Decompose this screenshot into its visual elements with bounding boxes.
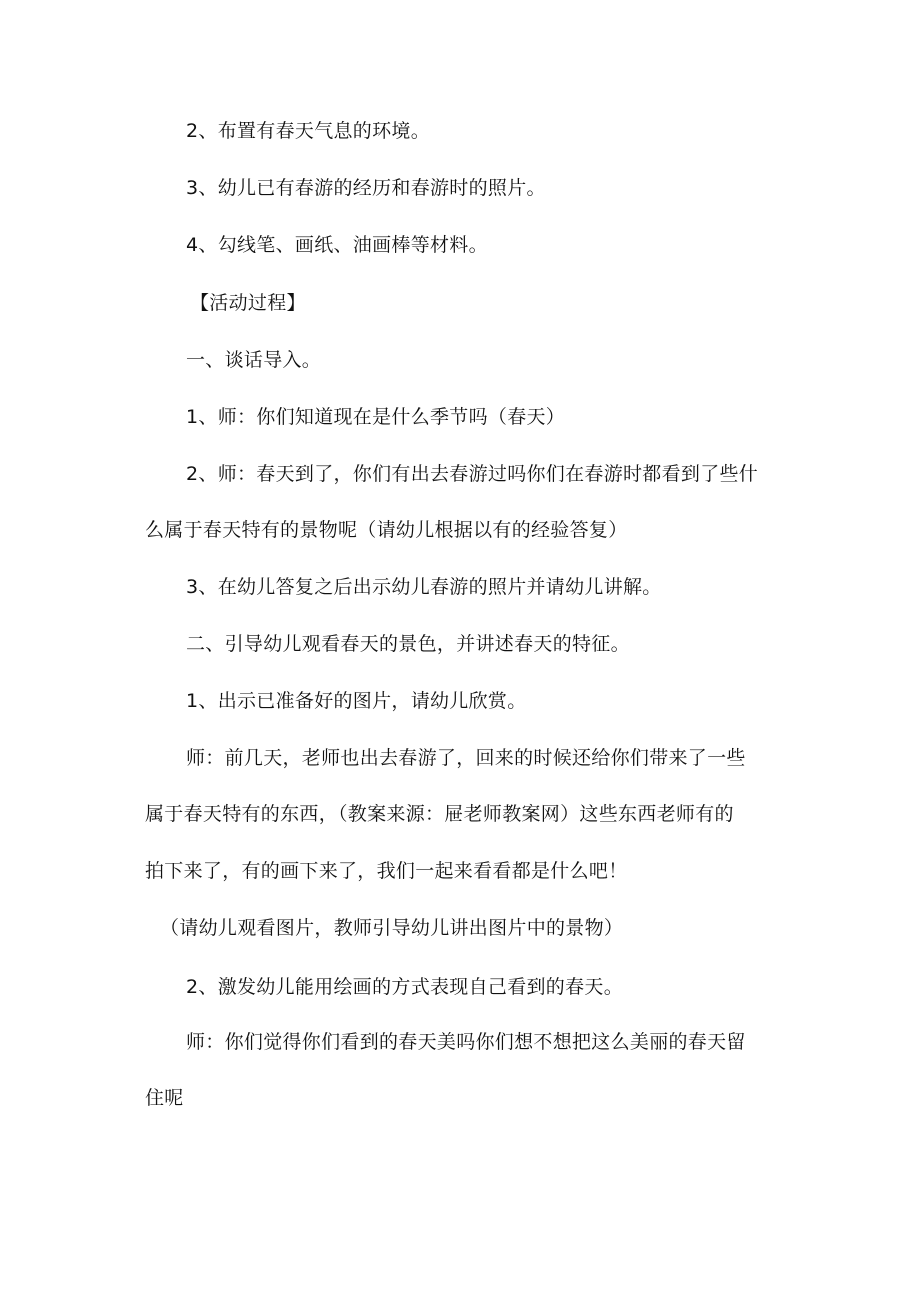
paragraph-teacher-1: 师：前几天，老师也出去春游了，回来的时候还给你们带来了一些 (186, 747, 746, 769)
paragraph-step2-2: 2、激发幼儿能用绘画的方式表现自己看到的春天。 (186, 976, 623, 998)
paragraph-teacher-1-cont2: 拍下来了，有的画下来了，我们一起来看看都是什么吧！ (145, 860, 628, 882)
paragraph-teacher-1-cont: 属于春天特有的东西，（教案来源：屉老师教案网）这些东西老师有的 (145, 803, 734, 825)
paragraph-step1-1: 1、师：你们知道现在是什么季节吗（春天） (186, 406, 566, 428)
paragraph-step1-3: 3、在幼儿答复之后出示幼儿春游的照片并请幼儿讲解。 (186, 576, 662, 598)
step-heading-1: 一、谈话导入。 (186, 349, 322, 371)
step-heading-2: 二、引导幼儿观看春天的景色，并讲述春天的特征。 (186, 633, 630, 655)
paragraph-teacher-2: 师：你们觉得你们看到的春天美吗你们想不想把这么美丽的春天留 (186, 1031, 746, 1053)
paragraph-note: （请幼儿观看图片，教师引导幼儿讲出图片中的景物） (160, 917, 624, 939)
paragraph-prep-3: 3、幼儿已有春游的经历和春游时的照片。 (186, 177, 546, 199)
paragraph-step1-2-cont: 么属于春天特有的景物呢（请幼儿根据以有的经验答复） (145, 519, 628, 541)
paragraph-prep-4: 4、勾线笔、画纸、油画棒等材料。 (186, 234, 488, 256)
paragraph-step2-1: 1、出示已准备好的图片，请幼儿欣赏。 (186, 690, 527, 712)
paragraph-teacher-2-cont: 住呢 (145, 1087, 184, 1109)
paragraph-prep-2: 2、布置有春天气息的环境。 (186, 120, 430, 142)
section-heading-activity-process: 【活动过程】 (190, 292, 306, 314)
paragraph-step1-2: 2、师：春天到了，你们有出去春游过吗你们在春游时都看到了些什 (186, 463, 759, 485)
